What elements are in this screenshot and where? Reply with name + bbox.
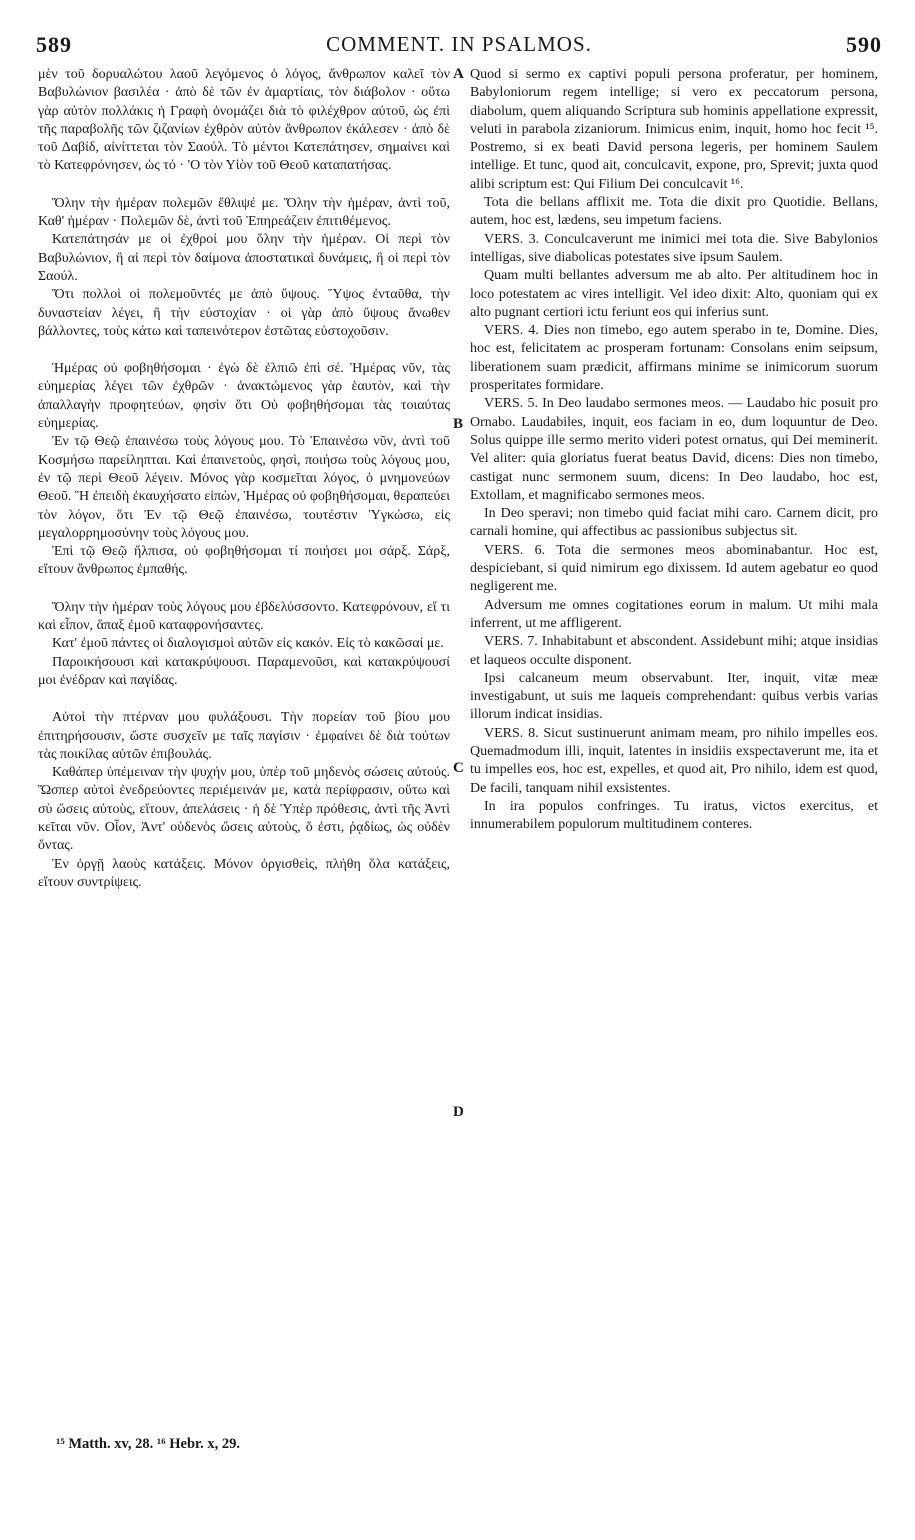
latin-paragraph: Quam multi bellantes adversum me ab alto. Per altitudinem hoc in loco potestatem ac vires intelligit. Vel ideo dixit: Alto, quoniam qui ex alto pugnant certiori ictu feriunt eos qui inferius sunt. [470,268,878,320]
margin-letter-c: C [453,760,464,776]
latin-paragraph: In ira populos confringes. Tu iratus, victos exercitus, et innumerabilem populorum multitudinem conteres. [470,798,878,833]
latin-paragraph: VERS. 3. Conculcaverunt me inimici mei tota die. Sive Babylonios intelligas, sive diabolicas potestates sive ipsum Saulem. [470,231,878,265]
page-number-right: 590 [846,32,882,57]
margin-letter-b: B [453,416,464,432]
greek-paragraph: Καθάπερ ὑπέμειναν τὴν ψυχήν μου, ὑπὲρ τοῦ μηδενὸς σώσεις αὐτούς. Ὥσπερ αὐτοὶ ἐνεδρεύοντες περιέμεινάν με, κατὰ περίφρασιν, οὕτω καὶ σὺ ὤσεις αὐτοὺς, εἴτουν, ἀπελάσεις · ἡ δὲ Ὑπὲρ πρόθεσις, ἀντὶ τῆς Ἀντὶ κεῖται νῦν. Οἷον, Ἀντ' οὐδενὸς ὤσεις αὐτοὺς, ὅ ἐστι, ῥᾳδίως, ὡς οὐδὲν ὄντας. [38,765,450,854]
latin-paragraph: Ipsi calcaneum meum observabunt. Iter, inquit, vitæ meæ investigabunt, ut suis me laqueis comprehendant: quibus verbis varias illorum indicat insidias. [470,670,878,723]
greek-column [38,66,450,892]
footnotes: ¹⁵ Matth. xv, 28. ¹⁶ Hebr. x, 29. [56,1436,241,1452]
page-number-left: 589 [36,32,72,57]
greek-paragraph: Ἡμέρας οὐ φοβηθήσομαι · ἐγὼ δὲ ἐλπιῶ ἐπὶ σέ. Ἡμέρας νῦν, τὰς εὐημερίας λέγει τῶν ἐχθρῶν · ἀνακτώμενος γὰρ ἑαυτὸν, καὶ τὴν ἀπαλλαγὴν προφητεύων, φησὶν ὅτι Οὐ φοβηθήσομαι τὰς τοιαύτας εὐημερίας. [38,361,450,432]
latin-paragraph: Quod si sermo ex captivi populi persona proferatur, per hominem, Babyloniorum regem intellige; si vero ex peccatorum persona, diabolum, quem aliquando Scriptura sub hominis appellatione expressit, veluti in parabola zizaniorum. Inimicus enim, inquit, homo hoc fecit ¹⁵. Postremo, si ex beati David persona legeris, per hominem Saulem intellige. Et tunc, quod ait, conculcavit, expone, pro, Sprevit; juxta quod alibi scriptum est: Qui Filium Dei conculcavit ¹⁶. [470,67,878,192]
greek-paragraph: Ὅλην τὴν ἡμέραν τοὺς λόγους μου ἐβδελύσσοντο. Κατεφρόνουν, εἴ τι καὶ εἶπον, ἅπαξ ἐμοῦ καταφρονήσαντες. [38,599,450,634]
margin-letter-d: D [453,1104,464,1120]
latin-paragraph: VERS. 7. Inhabitabunt et abscondent. Assidebunt mihi; atque insidias et laqueos occulte disponent. [470,634,878,668]
latin-paragraph: VERS. 8. Sicut sustinuerunt animam meam, pro nihilo impelles eos. Quemadmodum illi, inquit, latentes in insidiis exspectaverunt me, ita et tu impelles eos, hoc est, expelles, et quod ait, Pro nihilo, idem est quod, De facili, tanquam nihil exsistentes. [470,725,878,796]
latin-column [470,66,878,834]
latin-paragraph: VERS. 4. Dies non timebo, ego autem sperabo in te, Domine. Dies, hoc est, felicitatem ac prosperam fortunam: Consolans enim seipsum, liberationem suam prædicit, affirmans minime se inimicorum suorum prosperitates formidare. [470,323,878,394]
greek-paragraph: Ἐπὶ τῷ Θεῷ ἤλπισα, οὐ φοβηθήσομαι τί ποιήσει μοι σάρξ. Σάρξ, εἴτουν ἄνθρωπος ἐμπαθής. [38,544,450,578]
latin-paragraph: VERS. 5. In Deo laudabo sermones meos. — Laudabo hic posuit pro Ornabo. Laudabiles, inquit, eos faciam in eo, dum loquuntur de Deo. Solus quippe ille sermo merito videri potest ornatus, qui Dei meminerit. Vel aliter: quia gloriatus fuerat beatus David, dicens: Dies non timebo, castigat nunc sermonem suum, dicens: In Deo laudabo, hoc est, Extollam, et magnificabo sermones meos. [470,396,878,503]
latin-paragraph: Tota die bellans afflixit me. Tota die dixit pro Quotidie. Bellans, autem, hoc est, lædens, seu impetum faciens. [470,195,878,229]
greek-paragraph: Αὐτοὶ τὴν πτέρναν μου φυλάξουσι. Τὴν πορείαν τοῦ βίου μου ἐπιτηρήσουσιν, ὥστε συσχεῖν με ταῖς παγίσιν · ἐμφαίνει δὲ διὰ τούτων τὰς ποικίλας αὐτῶν ἐπιβουλάς. [38,710,450,762]
greek-paragraph: Ἐν ὀργῇ λαοὺς κατάξεις. Μόνον ὀργισθεὶς, πλήθη ὅλα κατάξεις, εἴτουν συντρίψεις. [38,856,450,890]
greek-paragraph: Κατ' ἐμοῦ πάντες οἱ διαλογισμοὶ αὐτῶν εἰς κακόν. Εἰς τὸ κακῶσαί με. [52,636,444,652]
greek-paragraph: Κατεπάτησάν με οἱ ἐχθροί μου ὅλην τὴν ἡμέραν. Οἱ περὶ τὸν Βαβυλώνιον, ἢ αἱ περὶ τὸν δαίμονα ἀποστατικαὶ δυνάμεις, ἢ οἱ περὶ τὸν Σαούλ. [38,232,450,284]
greek-paragraph: Ὅλην τὴν ἡμέραν πολεμῶν ἔθλιψέ με. Ὅλην τὴν ἡμέραν, ἀντὶ τοῦ, Καθ' ἡμέραν · Πολεμῶν δὲ, ἀντὶ τοῦ Ἐπηρεάζειν ἐπιτιθέμενος. [38,195,450,230]
latin-paragraph: VERS. 6. Tota die sermones meos abominabantur. Hoc est, despiciebant, si quid nimirum ego dixissem. Id autem agebatur eo quod negligerent me. [470,542,878,595]
greek-paragraph: Ὅτι πολλοὶ οἱ πολεμοῦντές με ἀπὸ ὕψους. Ὕψος ἐνταῦθα, τὴν δυναστείαν λέγει, ἢ τὴν εὐστοχίαν · οἱ γὰρ ἀπὸ ὕψους ἄνωθεν βάλλοντες, τοὺς κάτω καὶ ταπεινότερον ἑστῶτας εὐστοχοῦσιν. [38,287,450,339]
greek-paragraph: μὲν τοῦ δορυαλώτου λαοῦ λεγόμενος ὁ λόγος, ἄνθρωπον καλεῖ τὸν Βαβυλώνιον βασιλέα · ἀπὸ δὲ τῶν ἐν ἁμαρτίαις, τὸν διάβολον · οὕτω γὰρ αὐτὸν πολλάκις ἡ Γραφὴ ὀνομάζει διὰ τὸ φιλέχθρον αὐτοῦ, ὡς ἐπὶ τῆς παραβολῆς τῶν ζιζανίων ἐχθρὸν αὐτὸν ἄνθρωπον ἐκάλεσεν · ἀπὸ δὲ τοῦ Δαβίδ, αἰνίττεται τὸν Σαούλ. Τὸ μέντοι Κατεπάτησεν, σημαίνει καὶ τὸ Κατεφρόνησεν, ὡς τό · 'Ο τὸν Υἱὸν τοῦ Θεοῦ καταπατήσας. [38,67,450,174]
latin-paragraph: In Deo speravi; non timebo quid faciat mihi caro. Carnem dicit, pro carnali homine, qui affectibus ac passionibus subjectus sit. [470,506,878,540]
greek-paragraph: Ἐν τῷ Θεῷ ἐπαινέσω τοὺς λόγους μου. Τὸ Ἐπαινέσω νῦν, ἀντὶ τοῦ Κοσμήσω παρείληπται. Καὶ ἐπαινετοὺς, φησὶ, ποιήσω τοὺς λόγους μου, ἐν τῷ περὶ Θεοῦ λέγειν. Μόνος γὰρ κοσμεῖται λόγος, ὁ μνημονεύων Θεοῦ. Ἢ ἐπειδὴ ἐκαυχήσατο εἰπὼν, Ἡμέρας οὐ φοβηθήσομαι, θεραπεύει τὸν λόγον, ὅτι Ἐν τῷ Θεῷ ἐπαινέσω, τουτέστιν Ὑγκώσω, εἰς μεγαλορρημοσύνην τοὺς λόγους μου. [38,434,450,541]
margin-letter-a: A [453,66,464,82]
greek-paragraph: Παροικήσουσι καὶ κατακρύψουσι. Παραμενοῦσι, καὶ κατακρύψουσί μοι ἐνέδραν καὶ παγίδας. [38,654,450,688]
running-title: COMMENT. IN PSALMOS. [326,32,592,56]
latin-paragraph: Adversum me omnes cogitationes eorum in malum. Ut mihi mala inferrent, ut me affligerent. [470,597,878,631]
running-header [36,32,882,60]
